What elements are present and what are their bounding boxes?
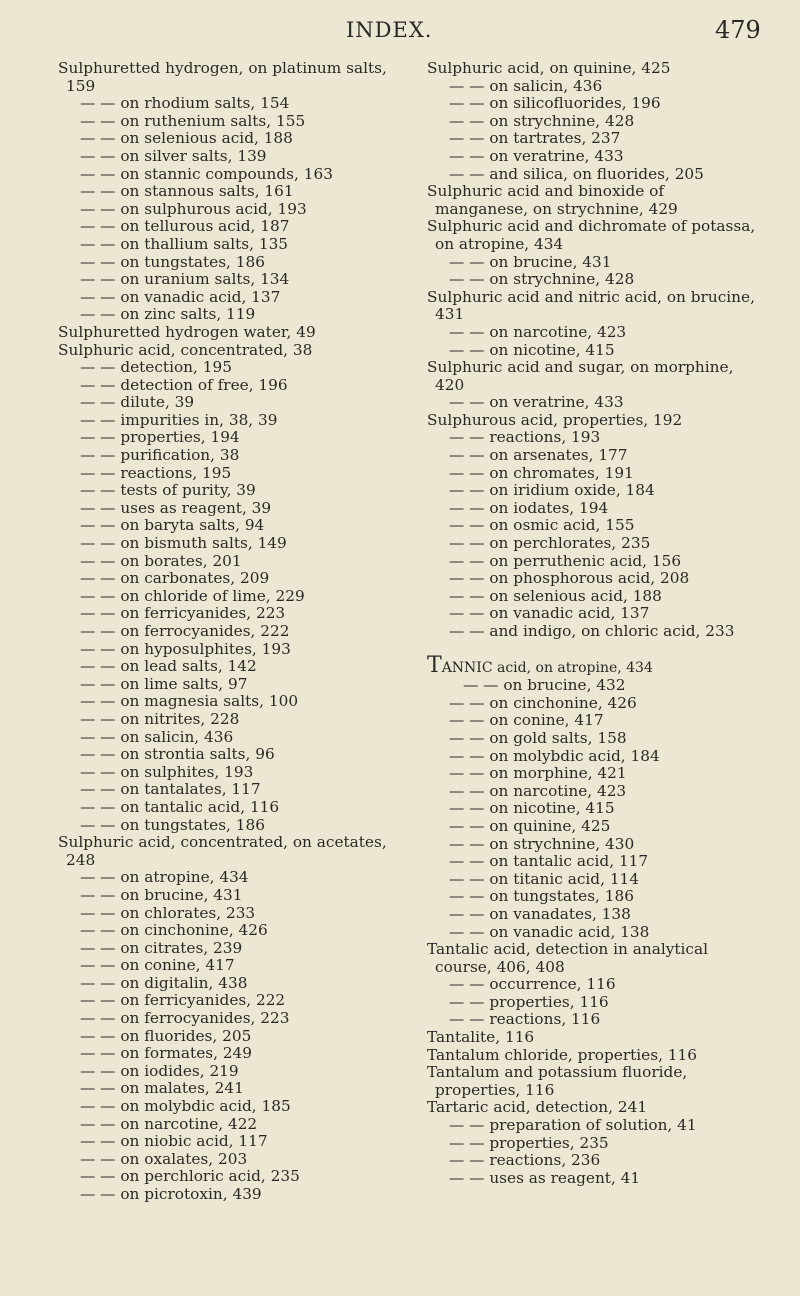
- index-subentry: — — on rhodium salts, 154: [80, 94, 290, 113]
- index-subentry-text: — — on brucine, 432: [463, 676, 626, 695]
- index-subentry: — — on brucine, 431: [449, 252, 612, 271]
- index-subentry: — — on formates, 249: [80, 1044, 253, 1063]
- index-subentry: — — uses as reagent, 39: [80, 498, 272, 517]
- index-subentry: — — on conine, 417: [449, 711, 604, 730]
- index-subentry: — — reactions, 195: [80, 463, 232, 482]
- index-subentry: — — on arsenates, 177: [449, 446, 628, 465]
- dropcap-letter: T: [427, 652, 442, 678]
- index-subentry: — — on nicotine, 415: [449, 799, 615, 818]
- index-subentry: — — on nitrites, 228: [80, 709, 240, 728]
- index-subentry: — — on carbonates, 209: [80, 569, 270, 588]
- index-subentry: — — on fluorides, 205: [80, 1026, 252, 1045]
- index-subentry: — — on citrates, 239: [80, 938, 243, 957]
- index-subentry: — — reactions, 236: [449, 1151, 601, 1170]
- index-subentry: — — on uranium salts, 134: [80, 270, 290, 289]
- index-subentry: — — on perchloric acid, 235: [80, 1167, 300, 1186]
- index-subentry: — — on salicin, 436: [449, 76, 603, 95]
- index-subentry: — — and silica, on fluorides, 205: [449, 164, 704, 183]
- index-subentry: — — on strychnine, 428: [449, 111, 635, 130]
- index-subentry: — — on iodates, 194: [449, 498, 609, 517]
- index-subentry: — — on chlorates, 233: [80, 903, 256, 922]
- index-subentry: — — on lead salts, 142: [80, 657, 257, 676]
- index-subentry: — — on selenious acid, 188: [449, 586, 662, 605]
- index-subentry: — — on ruthenium salts, 155: [80, 111, 306, 130]
- index-subentry: — — on ferrocyanides, 223: [80, 1009, 290, 1028]
- index-subentry: — — on perchlorates, 235: [449, 534, 651, 553]
- index-subentry: — — on sulphurous acid, 193: [80, 199, 307, 218]
- index-subentry: — — on vanadates, 138: [449, 904, 631, 923]
- index-subentry: — — on stannic compounds, 163: [80, 164, 333, 183]
- index-entry: Sulphuric acid, on quinine, 425: [427, 59, 671, 77]
- index-subentry: — — on strontia salts, 96: [80, 745, 275, 764]
- index-subentry: — — on ferrocyanides, 222: [80, 622, 290, 640]
- section-gap: [427, 641, 757, 657]
- index-subentry: — — on bismuth salts, 149: [80, 534, 287, 553]
- index-subentry: — — on iridium oxide, 184: [449, 481, 655, 500]
- index-subentry: — — on molybdic acid, 184: [449, 746, 660, 765]
- index-subentry: — — on morphine, 421: [449, 764, 627, 783]
- index-subentry: — — on tantalic acid, 116: [80, 797, 280, 816]
- index-subentry: — — on malates, 241: [80, 1079, 244, 1098]
- sulphuric-entries: [427, 60, 757, 641]
- index-subentry: — — on salicin, 436: [80, 727, 234, 746]
- index-subentry: — — preparation of solution, 41: [449, 1116, 697, 1135]
- index-subentry: — — detection, 195: [80, 358, 232, 377]
- index-entry: Sulphurous acid, properties, 192: [427, 410, 683, 429]
- index-subentry: — — uses as reagent, 41: [449, 1168, 641, 1187]
- index-entry: Tantalite, 116: [427, 1028, 535, 1047]
- index-subentry: — — tests of purity, 39: [80, 481, 256, 500]
- index-entry: Tartaric acid, detection, 241: [427, 1098, 648, 1117]
- index-subentry: — — impurities in, 38, 39: [80, 410, 278, 429]
- index-subentry: — — on lime salts, 97: [80, 674, 248, 693]
- index-subentry: — — on quinine, 425: [449, 816, 611, 835]
- index-subentry: — — on sulphites, 193: [80, 762, 254, 781]
- index-entry: Sulphuric acid and sugar, on morphine, 420: [427, 358, 734, 394]
- index-subentry: — — on stannous salts, 161: [80, 182, 294, 201]
- index-subentry: — — on vanadic acid, 137: [80, 287, 281, 306]
- index-subentry: — — on oxalates, 203: [80, 1149, 248, 1168]
- index-subentry: — — on strychnine, 430: [449, 834, 635, 853]
- index-subentry: — — on tungstates, 186: [80, 815, 265, 834]
- index-subentry: — — on phosphorous acid, 208: [449, 569, 690, 588]
- index-subentry: — — on tantalates, 117: [80, 780, 261, 799]
- page-number: 479: [715, 16, 761, 44]
- tannic-entries: [427, 652, 757, 1188]
- tannic-acid-heading: [427, 652, 757, 678]
- index-subentry: — — on iodides, 219: [80, 1061, 239, 1080]
- index-subentry: — — on zinc salts, 119: [80, 305, 256, 324]
- index-subentry: — — purification, 38: [80, 446, 240, 465]
- index-subentry: — — on selenious acid, 188: [80, 129, 293, 148]
- index-entry: Sulphuretted hydrogen water, 49: [58, 322, 316, 341]
- index-subentry: — — on thallium salts, 135: [80, 234, 289, 253]
- index-entry: Sulphuric acid and binoxide of manganese, on strychnine, 429: [427, 182, 678, 218]
- index-subentry: — — on vanadic acid, 138: [449, 922, 650, 941]
- index-subentry: — — and indigo, on chloric acid, 233: [449, 622, 735, 640]
- index-subentry: — — occurrence, 116: [449, 975, 616, 994]
- index-entry: Sulphuric acid, concentrated, on acetates, 248: [58, 833, 387, 869]
- dropcap-rest: ANNIC acid, on atropine, 434: [441, 659, 653, 676]
- right-column: [427, 60, 757, 1187]
- index-subentry: — — on cinchonine, 426: [449, 693, 637, 712]
- index-subentry: — — on brucine, 431: [80, 885, 243, 904]
- index-entry: Sulphuric acid and dichromate of potassa, on atropine, 434: [427, 217, 756, 253]
- index-subentry: — — on magnesia salts, 100: [80, 692, 299, 711]
- index-subentry: — — on borates, 201: [80, 551, 242, 570]
- index-subentry: — — on narcotine, 422: [80, 1114, 258, 1133]
- index-subentry: — — properties, 116: [449, 992, 609, 1011]
- index-subentry: — — on titanic acid, 114: [449, 869, 640, 888]
- index-subentry: — — on atropine, 434: [80, 868, 249, 887]
- index-subentry: — — dilute, 39: [80, 393, 195, 412]
- index-entry: Tantalum and potassium fluoride, properties, 116: [427, 1063, 688, 1099]
- index-subentry: — — on narcotine, 423: [449, 322, 627, 341]
- tannic-subentries: [427, 695, 757, 1188]
- index-subentry: — — on molybdic acid, 185: [80, 1097, 291, 1116]
- index-entry: Sulphuric acid, concentrated, 38: [58, 340, 313, 359]
- index-subentry: — — on perruthenic acid, 156: [449, 551, 682, 570]
- left-column: [58, 60, 400, 1204]
- index-subentry: — — on osmic acid, 155: [449, 516, 635, 535]
- index-subentry: — — on tantalic acid, 117: [449, 852, 649, 871]
- index-subentry: — — on picrotoxin, 439: [80, 1185, 262, 1203]
- index-subentry: — — on tellurous acid, 187: [80, 217, 290, 236]
- index-subentry: — — on niobic acid, 117: [80, 1132, 268, 1151]
- index-subentry: — — on chloride of lime, 229: [80, 586, 305, 605]
- index-subentry: — — on gold salts, 158: [449, 728, 627, 747]
- index-subentry: — — reactions, 116: [449, 1010, 601, 1029]
- index-subentry: — — properties, 235: [449, 1133, 609, 1152]
- index-subentry: — — on ferricyanides, 222: [80, 991, 286, 1010]
- index-subentry: — — on silver salts, 139: [80, 146, 267, 165]
- index-subentry: — — on vanadic acid, 137: [449, 604, 650, 623]
- index-subentry: — — on nicotine, 415: [449, 340, 615, 359]
- index-subentry: — — on strychnine, 428: [449, 270, 635, 289]
- index-subentry: — — on veratrine, 433: [449, 393, 624, 412]
- index-subentry: — — on digitalin, 438: [80, 973, 248, 992]
- index-subentry: — — on ferricyanides, 223: [80, 604, 286, 623]
- index-entry: Sulphuric acid and nitric acid, on brucine, 431: [427, 287, 755, 324]
- index-subentry: — — on narcotine, 423: [449, 781, 627, 800]
- index-subentry: — — properties, 194: [80, 428, 240, 447]
- index-subentry: — — on cinchonine, 426: [80, 921, 268, 940]
- index-subentry: — — on tungstates, 186: [449, 887, 634, 906]
- index-subentry: — — reactions, 193: [449, 428, 601, 447]
- page-title: INDEX.: [346, 18, 433, 42]
- index-subentry: — — on conine, 417: [80, 956, 235, 975]
- index-subentry: — — on veratrine, 433: [449, 146, 624, 165]
- index-subentry: — — on hyposulphites, 193: [80, 639, 291, 658]
- index-subentry: — — on tartrates, 237: [449, 129, 621, 148]
- index-subentry: — — on silicofluorides, 196: [449, 94, 661, 113]
- tannic-acid-subentry: [427, 677, 757, 695]
- index-entry: Tantalum chloride, properties, 116: [427, 1045, 697, 1064]
- index-entry: Sulphuretted hydrogen, on platinum salts, 159: [58, 59, 387, 95]
- index-subentry: — — detection of free, 196: [80, 375, 288, 394]
- page-header: [0, 16, 800, 48]
- index-subentry: — — on baryta salts, 94: [80, 516, 265, 535]
- index-entry: Tantalic acid, detection in analytical course, 406, 408: [427, 940, 708, 976]
- index-subentry: — — on tungstates, 186: [80, 252, 265, 271]
- index-subentry: — — on chromates, 191: [449, 463, 634, 482]
